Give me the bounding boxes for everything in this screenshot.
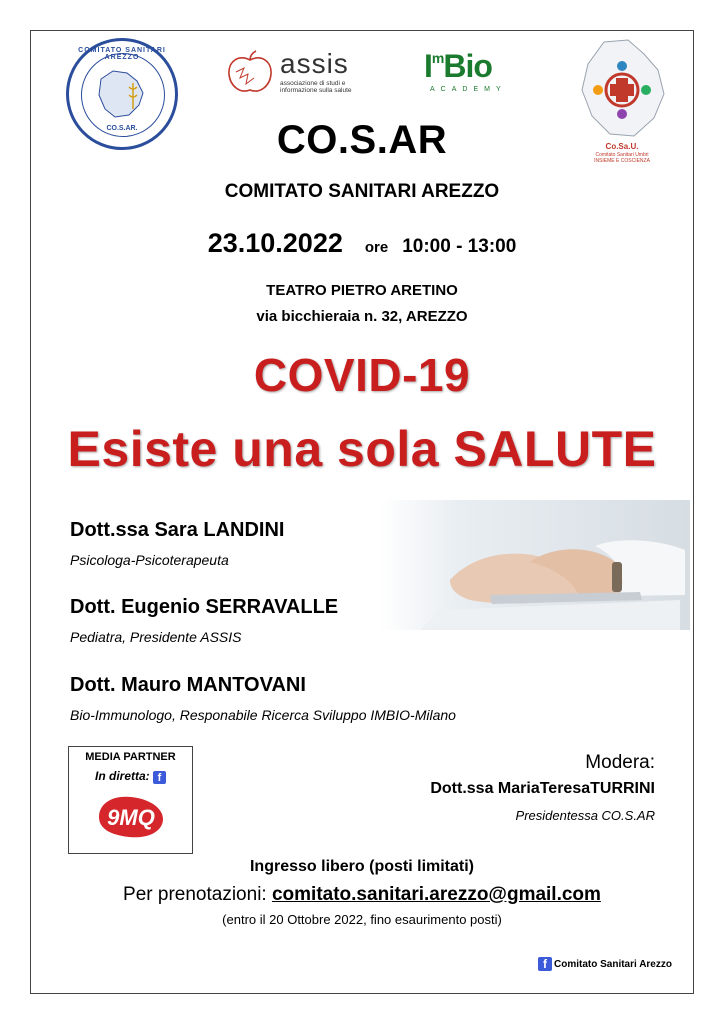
tuscany-map-icon <box>93 65 151 123</box>
imbio-prefix: I <box>424 48 432 84</box>
apple-icon <box>224 50 276 96</box>
venue-name: TEATRO PIETRO ARETINO <box>266 282 458 299</box>
date-time-row <box>0 228 724 259</box>
facebook-icon[interactable]: f <box>153 771 166 784</box>
hands-photo <box>380 500 690 630</box>
media-partner-title: MEDIA PARTNER <box>85 751 176 763</box>
headline-covid: COVID-19 <box>253 349 471 401</box>
cosau-name: Co.Sa.U. <box>605 142 639 151</box>
assis-wordmark: assis <box>280 48 349 79</box>
booking-email-link[interactable]: comitato.sanitari.arezzo@gmail.com <box>271 884 601 905</box>
speaker-3-role: Bio-Immunologo, Responabile Ricerca Sviluppo IMBIO-Milano <box>70 707 456 723</box>
speaker-3-name: Dott. Mauro MANTOVANI <box>70 674 306 696</box>
cosar-logo-ring-text: COMITATO SANITARI AREZZO <box>78 47 166 61</box>
moderator-name: Dott.ssa MariaTeresaTURRINI <box>430 780 655 797</box>
speaker-2-role: Pediatra, Presidente ASSIS <box>70 629 242 645</box>
event-date: 23.10.2022 <box>207 228 343 258</box>
assis-tagline: associazione di studi e informazione sulla salute <box>280 80 352 94</box>
imbio-word: Bio <box>443 48 492 84</box>
page-title: CO.S.AR <box>276 118 448 162</box>
cosar-logo-short: CO.S.AR. <box>106 125 138 132</box>
venue-block <box>0 278 724 330</box>
booking-line <box>0 884 724 906</box>
ore-label: ore <box>364 239 389 256</box>
imbio-logo <box>424 48 524 98</box>
page-subtitle: COMITATO SANITARI AREZZO <box>224 181 500 202</box>
speaker-2-name: Dott. Eugenio SERRAVALLE <box>70 596 339 618</box>
live-label: In diretta: <box>94 769 150 783</box>
moderator-role: Presidentessa CO.S.AR <box>515 808 655 823</box>
entry-info: Ingresso libero (posti limitati) <box>249 858 475 875</box>
assis-logo <box>224 48 366 100</box>
facebook-page-link[interactable] <box>538 957 672 971</box>
speaker-1-name: Dott.ssa Sara LANDINI <box>70 519 285 541</box>
9mq-logo-text: 9MQ <box>107 805 155 830</box>
headline-salute: Esiste una sola SALUTE <box>67 421 657 477</box>
booking-deadline: (entro il 20 Ottobre 2022, fino esaurimento posti) <box>222 912 502 927</box>
cosau-sub-line2: INSIEME E COSCIENZA <box>594 158 650 164</box>
speaker-1-role: Psicologa-Psicoterapeuta <box>70 552 229 568</box>
event-time: 10:00 - 13:00 <box>402 236 517 257</box>
imbio-superscript: m <box>431 50 444 66</box>
venue-address: via bicchieraia n. 32, AREZZO <box>256 308 468 325</box>
booking-label: Per prenotazioni: <box>123 884 267 905</box>
cosau-sub-line1: Comitato Sanitari Umbri <box>595 152 649 158</box>
imbio-wordmark <box>424 48 492 85</box>
facebook-page-name: Comitato Sanitari Arezzo <box>554 959 672 970</box>
facebook-icon: f <box>538 957 552 971</box>
moderator-label: Modera: <box>585 752 655 773</box>
imbio-academy: ACADEMY <box>430 86 507 93</box>
